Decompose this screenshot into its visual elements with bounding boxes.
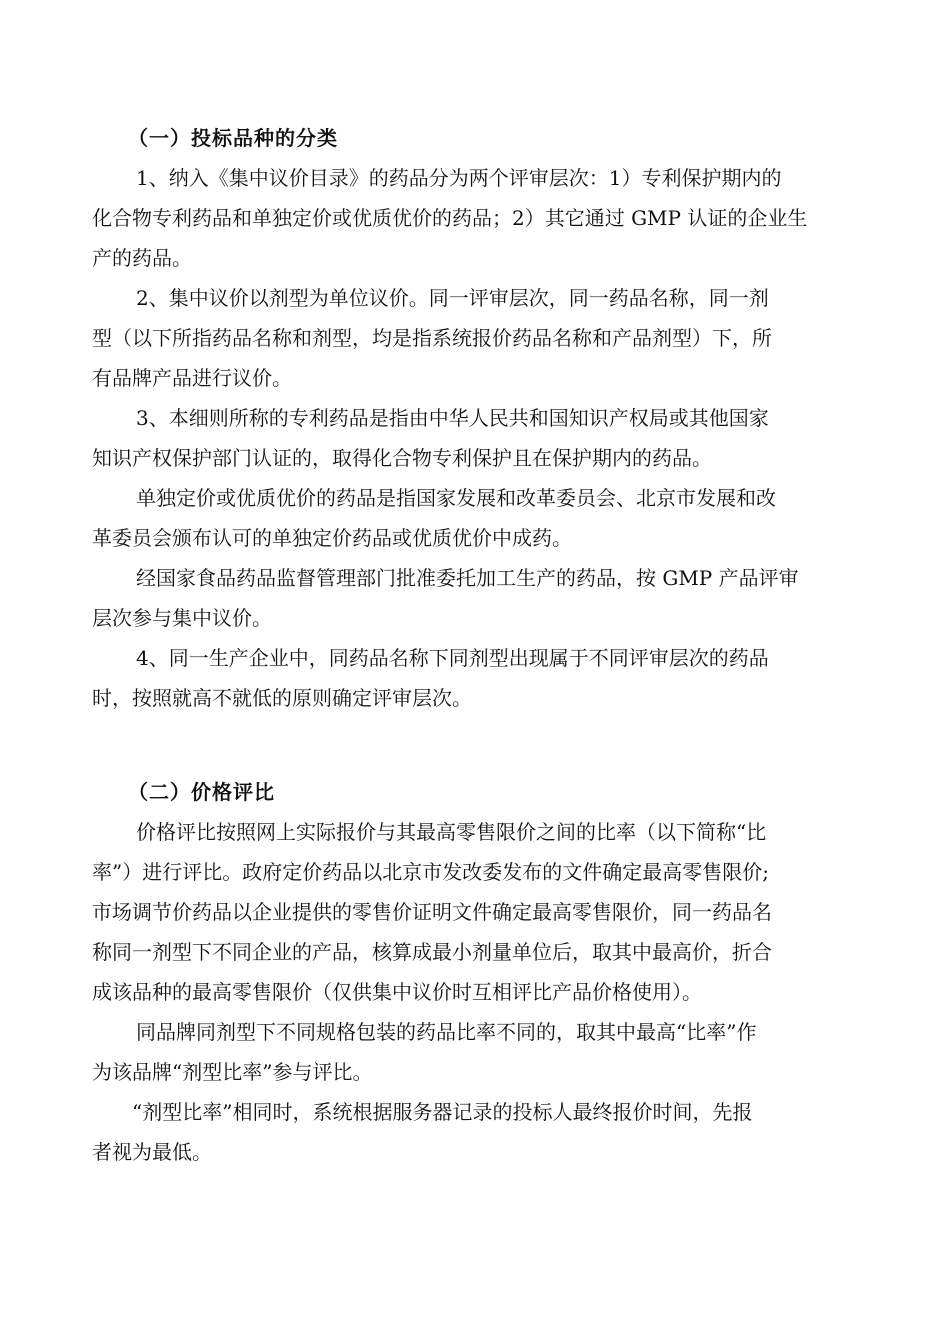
text-line: “剂型比率”相同时，系统根据服务器记录的投标人最终报价时间，先报 (132, 1100, 753, 1124)
text-line: 成该品种的最高零售限价（仅供集中议价时互相评比产品价格使用）。 (92, 980, 702, 1004)
paragraph-9 (92, 1092, 862, 1172)
text-line: 层次参与集中议价。 (92, 606, 272, 630)
text-line: 价格评比按照网上实际报价与其最高零售限价之间的比率（以下简称“比 (136, 820, 767, 844)
paragraph-1 (92, 158, 862, 278)
paragraph-5 (92, 558, 862, 638)
text-line: 率”）进行评比。政府定价药品以北京市发改委发布的文件确定最高零售限价; (92, 860, 769, 884)
text-line: 为该品牌“剂型比率”参与评比。 (92, 1060, 373, 1084)
text-line: 单独定价或优质优价的药品是指国家发展和改革委员会、北京市发展和改 (136, 486, 776, 510)
text-line: 市场调节价药品以企业提供的零售价证明文件确定最高零售限价，同一药品名 (92, 900, 772, 924)
text-line: 经国家食品药品监督管理部门批准委托加工生产的药品，按 GMP 产品评审 (136, 566, 799, 590)
text-line: 革委员会颁布认可的单独定价药品或优质优价中成药。 (92, 526, 572, 550)
section-heading-price-comparison: （二）价格评比 (128, 780, 275, 804)
text-line: 有品牌产品进行议价。 (92, 366, 292, 390)
text-line: 同品牌同剂型下不同规格包装的药品比率不同的，取其中最高“比率”作 (136, 1020, 757, 1044)
paragraph-7 (92, 812, 862, 1012)
text-line: 时，按照就高不就低的原则确定评审层次。 (92, 686, 472, 710)
document-body (92, 118, 862, 1172)
text-line: 知识产权保护部门认证的，取得化合物专利保护且在保护期内的药品。 (92, 446, 712, 470)
text-line: 4、同一生产企业中，同药品名称下同剂型出现属于不同评审层次的药品 (136, 646, 769, 670)
paragraph-6 (92, 638, 862, 718)
section-heading-classification: （一）投标品种的分类 (128, 126, 338, 150)
text-line: 者视为最低。 (92, 1140, 212, 1164)
paragraph-8 (92, 1012, 862, 1092)
text-line: 型（以下所指药品名称和剂型，均是指系统报价药品名称和产品剂型）下，所 (92, 326, 772, 350)
text-line: 3、本细则所称的专利药品是指由中华人民共和国知识产权局或其他国家 (136, 406, 769, 430)
text-line: 称同一剂型下不同企业的产品，核算成最小剂量单位后，取其中最高价，折合 (92, 940, 772, 964)
paragraph-3 (92, 398, 862, 478)
section-spacer (92, 718, 862, 758)
paragraph-2 (92, 278, 862, 398)
text-line: 化合物专利药品和单独定价或优质优价的药品；2）其它通过 GMP 认证的企业生 (92, 206, 808, 230)
paragraph-4 (92, 478, 862, 558)
text-line: 1、纳入《集中议价目录》的药品分为两个评审层次：1）专利保护期内的 (136, 166, 782, 190)
text-line: 2、集中议价以剂型为单位议价。同一评审层次，同一药品名称，同一剂 (136, 286, 769, 310)
text-line: 产的药品。 (92, 246, 192, 270)
